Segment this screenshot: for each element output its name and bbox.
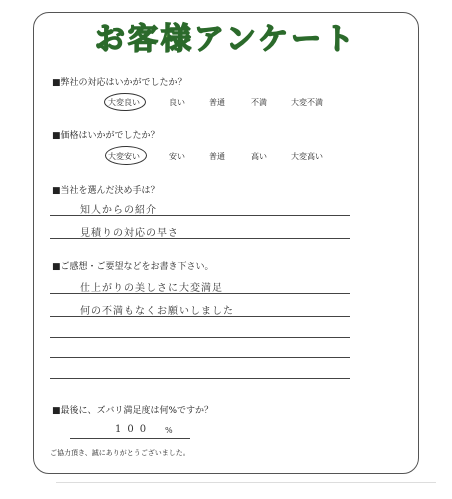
selected-circle-service: [104, 93, 146, 111]
answer-line: [50, 293, 350, 294]
question-price: ■価格はいかがでしたか？: [52, 131, 160, 141]
question-reason: ■当社を選んだ決め手は？: [52, 186, 160, 196]
footer-thanks: ご協力頂き、誠にありがとうございました。: [50, 449, 190, 457]
answer-reason-2: 見積りの対応の早さ: [80, 228, 179, 239]
option-price-normal: 普通: [209, 152, 225, 161]
satisfaction-value: 100: [115, 424, 153, 435]
option-price-very-expensive: 大変高い: [291, 152, 323, 161]
answer-line: [50, 337, 350, 338]
page-divider: [56, 482, 436, 483]
answer-feedback-1: 仕上がりの美しさに大変満足: [80, 283, 223, 294]
satisfaction-unit: %: [165, 426, 174, 435]
option-service-very-dissatisfied: 大変不満: [291, 98, 323, 107]
option-price-cheap: 安い: [169, 152, 185, 161]
answer-reason-1: 知人からの紹介: [80, 205, 157, 216]
question-service: ■弊社の対応はいかがでしたか？: [52, 78, 187, 88]
satisfaction-line: [70, 438, 190, 439]
answer-line: [50, 316, 350, 317]
question-feedback: ■ご感想・ご要望などをお書き下さい。: [52, 262, 214, 272]
answer-line: [50, 215, 350, 216]
option-service-normal: 普通: [209, 98, 225, 107]
answer-line: [50, 238, 350, 239]
answer-line: [50, 357, 350, 358]
survey-title: お客様アンケート: [94, 22, 358, 57]
option-service-dissatisfied: 不満: [251, 98, 267, 107]
question-satisfaction: ■最後に、ズバリ満足度は何%ですか？: [52, 406, 214, 416]
option-service-good: 良い: [169, 98, 185, 107]
answer-line: [50, 378, 350, 379]
option-service-very-good: 大変良い: [108, 98, 140, 107]
answer-feedback-2: 何の不満もなくお願いしました: [80, 306, 234, 317]
option-price-expensive: 高い: [251, 152, 267, 161]
option-price-very-cheap: 大変安い: [108, 152, 140, 161]
selected-circle-price: [105, 146, 147, 165]
